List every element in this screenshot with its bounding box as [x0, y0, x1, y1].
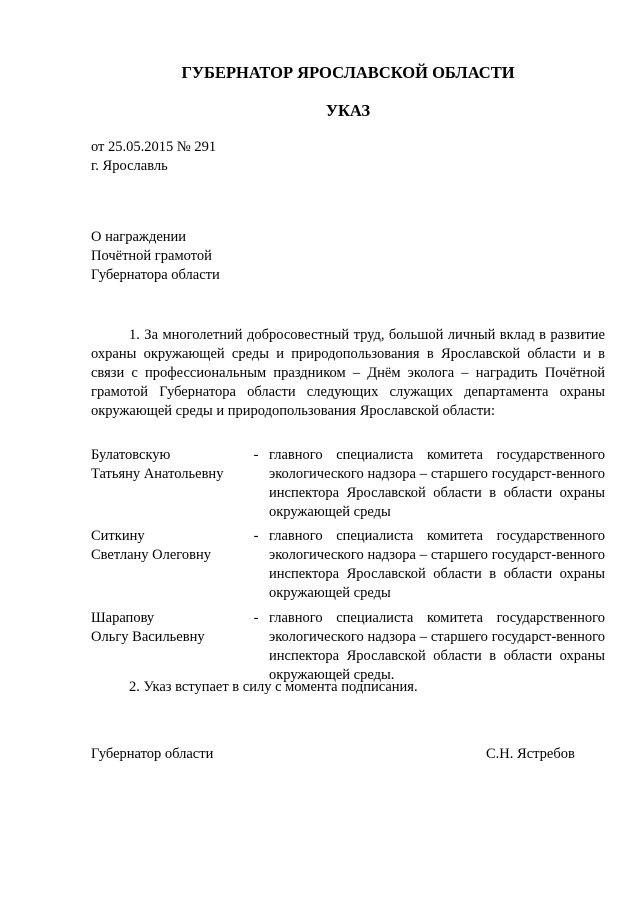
city: г. Ярославль	[91, 158, 168, 174]
dash-separator: -	[253, 610, 259, 626]
awardee-entry	[91, 446, 606, 526]
subject-line: Губернатора области	[91, 267, 220, 283]
document-meta	[91, 138, 606, 176]
awardee-name	[91, 446, 251, 484]
awardee-given-names: Ольгу Васильевну	[91, 629, 205, 645]
document-authority: ГУБЕРНАТОР ЯРОСЛАВСКОЙ ОБЛАСТИ	[181, 63, 515, 82]
awardee-position: главного специалиста комитета государственного экологического надзора – старшего государст-венного инспектора Ярославской области в области охраны окружающей среды.	[269, 610, 605, 683]
subject-line: О награждении	[91, 229, 187, 245]
signatory-title: Губернатор области	[91, 746, 214, 762]
awardee-surname: Ситкину	[91, 528, 145, 544]
paragraph-1: 1. За многолетний добросовестный труд, большой личный вклад в развитие охраны окружающей среды и природопользования в Ярославской области и в связи с профессиональным праздником – Днём эколога – наградить Почётной грамотой Губернатора области следующих служащих департамента охраны окружающей среды и природопользования Ярославской области:	[91, 327, 605, 419]
awardee-given-names: Татьяну Анатольевну	[91, 466, 224, 482]
awardee-position: главного специалиста комитета государственного экологического надзора – старшего государст-венного инспектора Ярославской области в области охраны окружающей среды	[269, 528, 605, 601]
document-subject	[91, 228, 606, 285]
awardee-entry	[91, 527, 606, 607]
awardee-name	[91, 527, 251, 565]
awardee-name	[91, 609, 251, 647]
awardee-surname: Шарапову	[91, 610, 155, 626]
awardee-given-names: Светлану Олеговну	[91, 547, 211, 563]
document-type: УКАЗ	[325, 101, 371, 120]
awardee-surname: Булатовскую	[91, 447, 171, 463]
signatory-name: С.Н. Ястребов	[486, 746, 575, 762]
date-number: от 25.05.2015 № 291	[91, 139, 217, 155]
dash-separator: -	[253, 447, 259, 463]
subject-line: Почётной грамотой	[91, 248, 212, 264]
dash-separator: -	[253, 528, 259, 544]
awardee-entry	[91, 609, 606, 689]
paragraph-2: 2. Указ вступает в силу с момента подписания.	[129, 679, 418, 695]
awardee-position: главного специалиста комитета государственного экологического надзора – старшего государст-венного инспектора Ярославской области в области охраны окружающей среды	[269, 447, 605, 520]
